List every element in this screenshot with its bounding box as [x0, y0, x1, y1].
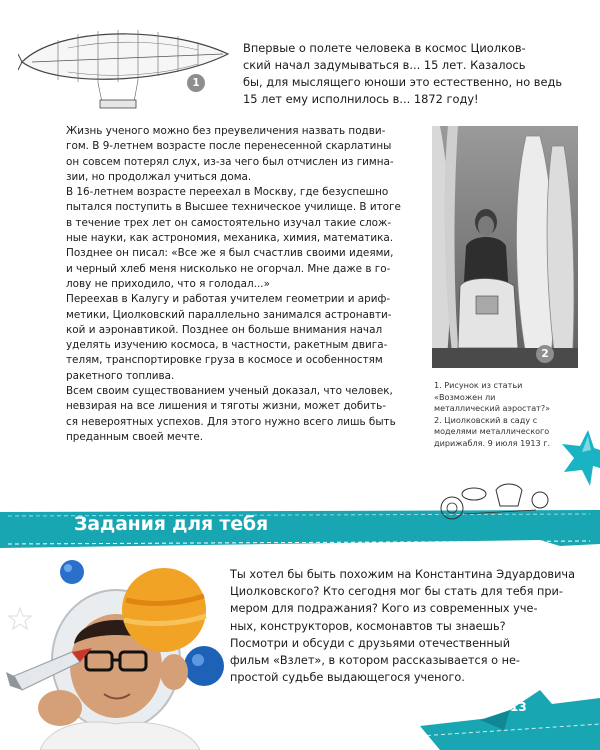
photo-illustration — [432, 126, 578, 368]
airship-drawing — [18, 18, 232, 114]
bio-line: ные науки, как астрономия, механика, химия, математика. — [66, 232, 394, 245]
task-line: простой судьбе выдающегося ученого. — [230, 671, 465, 685]
task-paragraph — [230, 566, 582, 686]
caption-line: «Возможен ли — [434, 391, 496, 402]
bio-line: Всем своим существованием ученый доказал, что человек, — [66, 385, 393, 398]
caption-line: дирижабля. 9 июля 1913 г. — [434, 437, 551, 448]
page-corner-decoration — [420, 680, 600, 750]
bio-line: гом. В 9-летнем возрасте после перенесенной скарлатины — [66, 140, 392, 153]
page-number: 13 — [510, 700, 527, 714]
bio-line: ся невероятных успехов. Для этого нужно всего лишь быть — [66, 415, 396, 428]
caption-line: моделями металлического — [434, 426, 550, 436]
bio-line: ракетного топлива. — [66, 369, 175, 382]
star-decoration — [560, 430, 600, 486]
caption-line: металлический аэростат?» — [434, 403, 551, 413]
bio-line: пытался поступить в Высшее техническое училище. В итоге — [66, 201, 401, 214]
intro-line: бы, для мыслящего юноши это естественно, но ведь — [243, 75, 563, 89]
bio-line: зии, но продолжал учиться дома. — [66, 170, 252, 183]
biography-text — [66, 124, 420, 445]
bio-line: невзирая на все лишения и тяготы жизни, может добить- — [66, 400, 386, 413]
intro-line: ский начал задумываться в... 15 лет. Казалось — [243, 58, 526, 72]
intro-line: Впервые о полете человека в космос Циолков- — [243, 41, 526, 55]
intro-paragraph — [243, 40, 573, 108]
task-line: Циолковского? Кто сегодня мог бы стать для тебя при- — [230, 585, 563, 599]
task-line: мером для подражания? Кого из современных уче- — [230, 602, 538, 616]
bio-line: он совсем потерял слух, из-за чего был отчислен из гимна- — [66, 155, 394, 168]
task-line: Ты хотел бы быть похожим на Константина Эдуардовича — [230, 568, 576, 581]
intro-line: 15 лет ему исполнилось в... 1872 году! — [243, 92, 479, 106]
bio-line: преданным своей мечте. — [66, 430, 204, 443]
task-line: Посмотри и обсуди с друзьями отечественный — [230, 636, 511, 650]
bio-line: лову не приходило, что я голодал...» — [66, 277, 270, 290]
bio-line: Позднее он писал: «Все же я был счастлив своими идеями, — [66, 247, 394, 260]
boy-with-planets-illustration — [0, 548, 232, 750]
banner-title: Задания для тебя — [74, 513, 268, 535]
task-line: фильм «Взлет», в котором рассказывается о не- — [230, 654, 520, 668]
bio-line: в течение трех лет он самостоятельно изучал такие слож- — [66, 216, 392, 229]
figure-2-badge: 2 — [536, 345, 554, 363]
tsiolkovsky-photo — [432, 126, 578, 368]
figure-1-badge: 1 — [187, 74, 205, 92]
bio-line: метики, Циолковский параллельно занимался астронавти- — [66, 308, 392, 321]
caption-line: 1. Рисунок из статьи — [434, 380, 523, 390]
caption-line: 2. Циолковский в саду с — [434, 414, 538, 425]
bio-line: уделять изучению космоса, в частности, ракетным двига- — [66, 339, 388, 352]
bio-line: Переехав в Калугу и работая учителем геометрии и ариф- — [66, 293, 391, 306]
sketch-decoration — [436, 480, 556, 524]
task-line: ных, конструкторов, космонавтов ты знаешь? — [230, 619, 506, 633]
photo-captions — [434, 380, 580, 449]
bio-line: Жизнь ученого можно без преувеличения назвать подви- — [66, 125, 386, 137]
bio-line: кой и аэронавтикой. Позднее он больше внимания начал — [66, 323, 383, 336]
bio-line: В 16-летнем возрасте переехал в Москву, где безуспешно — [66, 186, 389, 199]
bio-line: телям, транспортировке груза в космосе и особенностям — [66, 354, 383, 367]
bio-line: и черный хлеб меня нисколько не огорчал. Мне даже в го- — [66, 262, 391, 275]
